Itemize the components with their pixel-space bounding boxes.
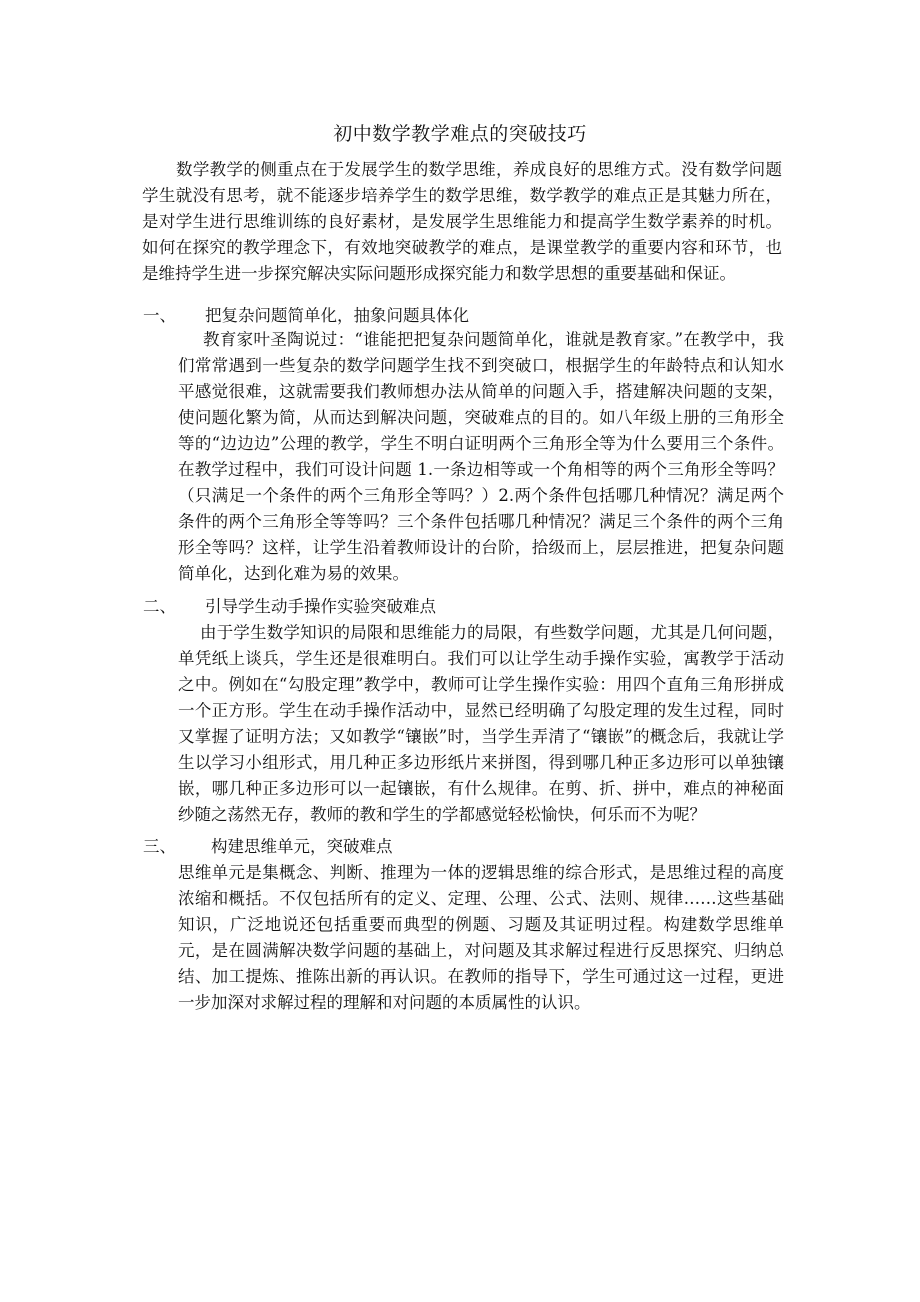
section-2-title: 引导学生动手操作实验突破难点 xyxy=(205,597,436,616)
section-2-number: 二、 xyxy=(143,597,176,616)
document-title: 初中数学教学难点的突破技巧 xyxy=(333,123,587,145)
section-1-title: 把复杂问题简单化，抽象问题具体化 xyxy=(205,306,469,325)
section-3-title: 构建思维单元，突破难点 xyxy=(211,837,393,856)
section-2-heading xyxy=(143,594,436,620)
section-1-body: 教育家叶圣陶说过：“谁能把把复杂问题简单化，谁就是教育家。”在教学中，我们常常遇到一些复杂的数学问题学生找不到突破口，根据学生的年龄特点和认知水平感觉很难，这就需要我们教师想办法从简单的问题入手，搭建解决问题的支架，使问题化繁为简，从而达到解决问题，突破难点的目的。如八年级上册的三角形全等的“边边边”公理的教学，学生不明白证明两个三角形全等为什么要用三个条件。在教学过程中，我们可设计问题 1.一条边相等或一个角相等的两个三角形全等吗？（只满足一个条件的两个三角形全等吗？）2.两个条件包括哪几种情况？满足两个条件的两个三角形全等等吗？三个条件包括哪几种情况？满足三个条件的两个三角形全等吗？这样，让学生沿着教师设计的台阶，拾级而上，层层推进，把复杂问题简单化，达到化难为易的效果。 xyxy=(178,330,784,583)
intro-paragraph: 数学教学的侧重点在于发展学生的数学思维，养成良好的思维方式。没有数学问题学生就没有思考，就不能逐步培养学生的数学思维，数学教学的难点正是其魅力所在，是对学生进行思维训练的良好素材，是发展学生思维能力和提高学生数学素养的时机。如何在探究的教学理念下，有效地突破教学的难点，是课堂教学的重要内容和环节，也是维持学生进一步探究解决实际问题形成探究能力和数学思想的重要基础和保证。 xyxy=(142,160,782,283)
section-3-heading xyxy=(143,834,393,860)
section-3-number: 三、 xyxy=(143,837,176,856)
section-1-heading xyxy=(143,303,469,329)
section-1-number: 一、 xyxy=(143,306,176,325)
section-3-body: 思维单元是集概念、判断、推理为一体的逻辑思维的综合形式，是思维过程的高度浓缩和概括。不仅包括所有的定义、定理、公理、公式、法则、规律……这些基础知识，广泛地说还包括重要而典型的例题、习题及其证明过程。构建数学思维单元，是在圆满解决数学问题的基础上，对问题及其求解过程进行反思探究、归纳总结、加工提炼、推陈出新的再认识。在教师的指导下，学生可通过这一过程，更进一步加深对求解过程的理解和对问题的本质属性的认识。 xyxy=(178,863,784,1012)
section-2-body: 由于学生数学知识的局限和思维能力的局限，有些数学问题，尤其是几何问题，单凭纸上谈兵，学生还是很难明白。我们可以让学生动手操作实验，寓教学于活动之中。例如在“勾股定理”教学中，教师可让学生操作实验：用四个直角三角形拼成一个正方形。学生在动手操作活动中，显然已经明确了勾股定理的发生过程，同时又掌握了证明方法；又如教学“镶嵌”时，当学生弄清了“镶嵌”的概念后，我就让学生以学习小组形式，用几种正多边形纸片来拼图，得到哪几种正多边形可以单独镶嵌，哪几种正多边形可以一起镶嵌，有什么规律。在剪、折、拼中，难点的神秘面纱随之荡然无存，教师的教和学生的学都感觉轻松愉快，何乐而不为呢？ xyxy=(178,623,784,824)
